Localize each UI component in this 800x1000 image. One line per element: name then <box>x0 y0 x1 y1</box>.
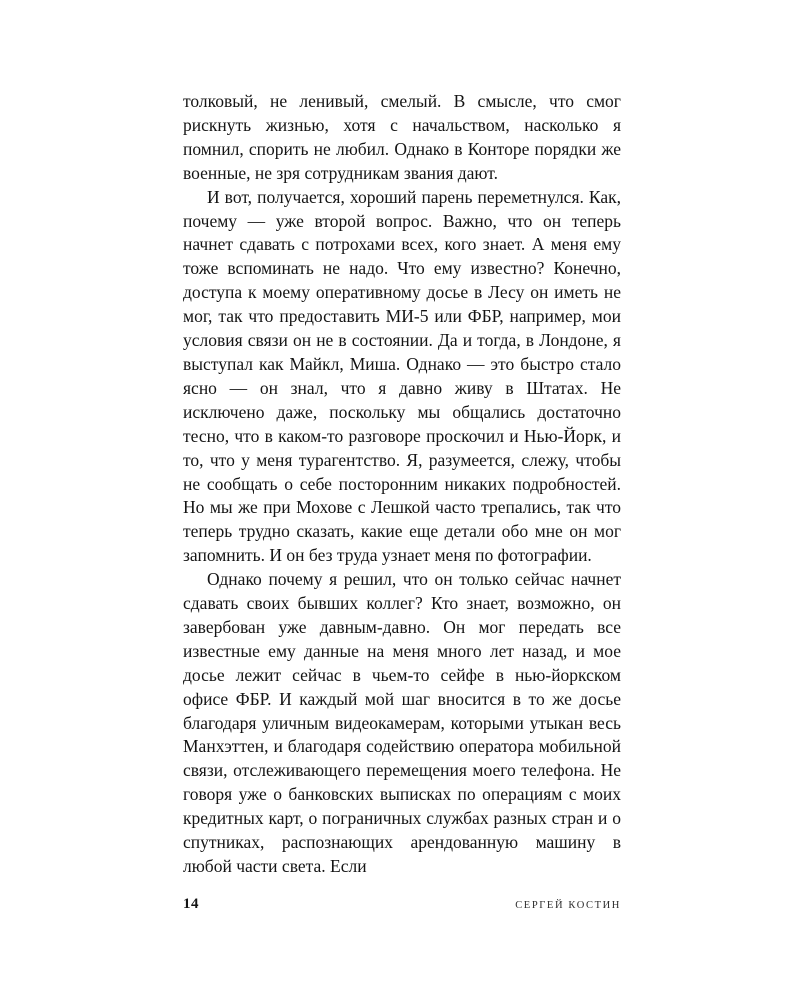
paragraph-continuation: толковый, не ленивый, смелый. В смысле, что смог рискнуть жизнью, хотя с начальством, насколько я помнил, спорить не любил. Однако в Конторе порядки же военные, не зря сотрудникам звания дают. <box>183 91 621 183</box>
page-text-block <box>183 90 621 879</box>
paragraph: Однако почему я решил, что он только сейчас начнет сдавать своих бывших коллег? Кто знает, возможно, он завербован уже давным-давно. Он мог передать все известные ему данные на меня много лет назад, и мое досье лежит сейчас в чьем-то сейфе в нью-йоркском офисе ФБР. И каждый мой шаг вносится в то же досье благодаря уличным видеокамерам, которыми утыкан весь Манхэттен, и благодаря содействию оператора мобильной связи, отслеживающего перемещения моего телефона. Не говоря уже о банковских выписках по операциям с моих кредитных карт, о пограничных службах разных стран и о спутниках, распознающих арендованную машину в любой части света. Если <box>183 569 621 876</box>
paragraph: И вот, получается, хороший парень переметнулся. Как, почему — уже второй вопрос. Важно, что он теперь начнет сдавать с потрохами всех, кого знает. А меня ему тоже вспоминать не надо. Что ему известно? Конечно, доступа к моему оперативному досье в Лесу он иметь не мог, так что предоставить МИ-5 или ФБР, например, мои условия связи он не в состоянии. Да и тогда, в Лондоне, я выступал как Майкл, Миша. Однако — это быстро стало ясно — он знал, что я давно живу в Штатах. Не исключено даже, поскольку мы общались достаточно тесно, что в каком-то разговоре проскочил и Нью-Йорк, и то, что у меня турагентство. Я, разумеется, слежу, чтобы не сообщать о себе посторонним никаких подробностей. Но мы же при Мохове с Лешкой часто трепались, так что теперь трудно сказать, какие еще детали обо мне он мог запомнить. И он без труда узнает меня по фотографии. <box>183 186 621 566</box>
page-footer <box>183 896 621 913</box>
running-title-author: СЕРГЕЙ КОСТИН <box>515 900 621 911</box>
page-number: 14 <box>183 896 199 912</box>
